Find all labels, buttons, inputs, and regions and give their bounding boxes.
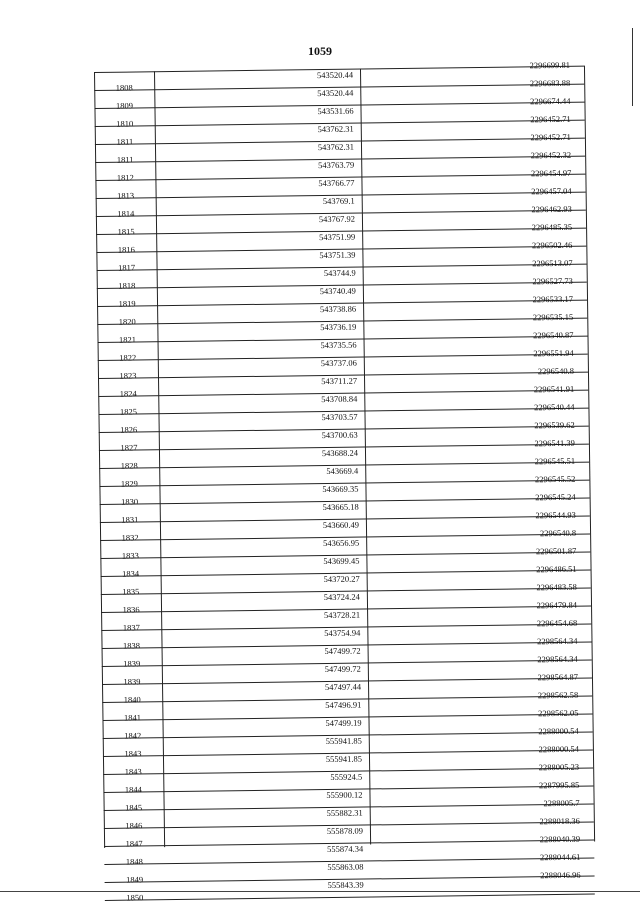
point-number-cell: 1829 xyxy=(120,478,138,489)
point-number-cell: 1816 xyxy=(117,244,135,255)
y-coordinate-cell: 2296452.71 xyxy=(530,131,571,143)
x-coordinate-cell: 543669.4 xyxy=(326,465,359,477)
point-number-cell: 1811 xyxy=(116,154,134,165)
y-coordinate-cell: 2296533.17 xyxy=(532,293,574,305)
y-coordinate-cell: 2288018.36 xyxy=(539,815,580,827)
point-number-cell: 1847 xyxy=(125,838,143,849)
point-number-cell: 1848 xyxy=(125,856,143,867)
x-coordinate-cell: 543736.19 xyxy=(320,321,357,333)
point-number-cell: 1813 xyxy=(117,190,135,201)
y-coordinate-cell: 2288005.7 xyxy=(543,797,580,809)
point-number-cell: 1831 xyxy=(121,514,139,525)
x-coordinate-cell: 543738.86 xyxy=(319,303,357,315)
point-number-cell: 1809 xyxy=(115,100,134,111)
point-number-cell: 1810 xyxy=(116,118,134,129)
x-coordinate-cell: 543767.92 xyxy=(318,213,356,225)
y-coordinate-cell: 2296674.44 xyxy=(529,95,571,107)
x-coordinate-cell: 555882.31 xyxy=(326,807,363,819)
point-number-cell: 1824 xyxy=(119,388,137,399)
x-coordinate-cell: 543531.66 xyxy=(317,105,354,117)
y-coordinate-cell: 2296545.51 xyxy=(534,455,576,467)
point-number-cell: 1822 xyxy=(119,352,137,363)
y-coordinate-cell: 2296683.88 xyxy=(529,77,571,89)
y-coordinate-cell: 2296545.24 xyxy=(535,491,576,503)
y-coordinate-cell: 2287995.85 xyxy=(538,779,580,791)
coordinates-table xyxy=(0,59,640,903)
y-coordinate-cell: 2288040.39 xyxy=(539,833,581,845)
point-number-cell: 1843 xyxy=(124,748,142,759)
x-coordinate-cell: 543711.27 xyxy=(321,375,358,387)
x-coordinate-cell: 543520.44 xyxy=(317,87,354,99)
y-coordinate-cell: 2296454.97 xyxy=(530,167,572,179)
point-number-cell: 1846 xyxy=(125,820,143,831)
x-coordinate-cell: 543763.79 xyxy=(318,159,355,171)
x-coordinate-cell: 547499.72 xyxy=(324,645,361,657)
y-coordinate-cell: 2288000.54 xyxy=(538,743,579,755)
point-number-cell: 1828 xyxy=(120,460,138,471)
x-coordinate-cell: 543669.35 xyxy=(322,483,359,495)
x-coordinate-cell: 555874.34 xyxy=(327,843,364,855)
x-coordinate-cell: 547497.44 xyxy=(324,681,362,693)
point-number-cell: 1811 xyxy=(116,136,134,147)
y-coordinate-cell: 2296479.84 xyxy=(536,599,578,611)
y-coordinate-cell: 2296486.51 xyxy=(536,563,577,575)
point-number-cell: 1812 xyxy=(116,172,134,183)
y-coordinate-cell: 2296545.52 xyxy=(534,473,576,485)
x-coordinate-cell: 543754.94 xyxy=(324,627,361,639)
x-coordinate-cell: 555941.85 xyxy=(325,753,363,765)
x-coordinate-cell: 543740.49 xyxy=(319,285,356,297)
x-coordinate-cell: 543751.39 xyxy=(319,249,356,261)
y-coordinate-cell: 2296452.71 xyxy=(530,113,571,125)
point-number-cell: 1830 xyxy=(121,496,139,507)
x-coordinate-cell: 555900.12 xyxy=(326,789,363,801)
point-number-cell: 1843 xyxy=(124,766,142,777)
page-number: 1059 xyxy=(308,44,332,58)
x-coordinate-cell: 547496.91 xyxy=(325,699,362,711)
point-number-cell: 1825 xyxy=(119,406,138,417)
point-number-cell: 1837 xyxy=(122,622,140,633)
y-coordinate-cell: 2296485.35 xyxy=(531,221,573,233)
x-coordinate-cell: 543708.84 xyxy=(321,393,358,405)
y-coordinate-cell: 2296454.68 xyxy=(536,617,578,629)
y-coordinate-cell: 2296452.32 xyxy=(530,149,572,161)
x-coordinate-cell: 543735.56 xyxy=(320,339,357,351)
x-coordinate-cell: 543688.24 xyxy=(321,447,359,459)
y-coordinate-cell: 2296535.15 xyxy=(532,311,574,323)
x-coordinate-cell: 547499.72 xyxy=(324,663,361,675)
y-coordinate-cell: 2296699.81 xyxy=(529,59,571,71)
y-coordinate-cell: 2296483.58 xyxy=(536,581,577,593)
point-number-cell: 1832 xyxy=(121,532,139,543)
x-coordinate-cell: 555878.09 xyxy=(326,825,364,837)
point-number-cell: 1842 xyxy=(124,730,142,741)
x-coordinate-cell: 543520.44 xyxy=(316,69,354,81)
y-coordinate-cell: 2298564.87 xyxy=(537,671,579,683)
x-coordinate-cell: 543737.06 xyxy=(320,357,357,369)
point-number-cell: 1850 xyxy=(126,892,144,903)
point-number-cell: 1836 xyxy=(122,604,140,615)
y-coordinate-cell: 2296462.93 xyxy=(531,203,572,215)
point-number-cell: 1821 xyxy=(118,334,137,345)
x-coordinate-cell: 555924.5 xyxy=(330,771,363,782)
x-coordinate-cell: 543665.18 xyxy=(322,501,359,513)
y-coordinate-cell: 2296540.8 xyxy=(539,527,577,539)
point-number-cell: 1839 xyxy=(123,676,141,687)
x-coordinate-cell: 555941.85 xyxy=(325,735,362,747)
y-coordinate-cell: 2296513.07 xyxy=(532,257,573,269)
page-bottom-line xyxy=(0,891,640,892)
point-number-cell: 1839 xyxy=(123,658,141,669)
point-number-cell: 1845 xyxy=(125,802,143,813)
y-coordinate-cell: 2288005.23 xyxy=(538,761,580,773)
y-coordinate-cell: 2296551.94 xyxy=(533,347,574,359)
y-coordinate-cell: 2288044.61 xyxy=(539,851,581,863)
x-coordinate-cell: 547499.19 xyxy=(325,717,362,729)
x-coordinate-cell: 543660.49 xyxy=(322,519,360,531)
x-coordinate-cell: 543700.63 xyxy=(321,429,358,441)
x-coordinate-cell: 543720.27 xyxy=(323,573,360,585)
y-coordinate-cell: 2298562.05 xyxy=(537,707,579,719)
y-coordinate-cell: 2296457.04 xyxy=(531,185,572,197)
x-coordinate-cell: 543766.77 xyxy=(318,177,355,189)
x-coordinate-cell: 555843.39 xyxy=(327,879,364,891)
y-coordinate-cell: 2288046.96 xyxy=(540,869,581,881)
point-number-cell: 1815 xyxy=(117,226,135,237)
x-coordinate-cell: 543699.45 xyxy=(323,555,360,567)
y-coordinate-cell: 2296541.91 xyxy=(533,383,575,395)
point-number-cell: 1834 xyxy=(122,568,140,579)
point-number-cell: 1833 xyxy=(121,550,139,561)
point-number-cell: 1835 xyxy=(122,586,140,597)
y-coordinate-cell: 2296539.62 xyxy=(534,419,575,431)
y-coordinate-cell: 2296540.87 xyxy=(533,329,574,341)
x-coordinate-cell: 543762.31 xyxy=(317,123,354,135)
point-number-cell: 1820 xyxy=(118,316,136,327)
point-number-cell: 1849 xyxy=(126,874,144,885)
y-coordinate-cell: 2296502.46 xyxy=(531,239,573,251)
point-number-cell: 1814 xyxy=(117,208,135,219)
x-coordinate-cell: 543656.95 xyxy=(322,537,360,549)
x-coordinate-cell: 543751.99 xyxy=(318,231,356,243)
point-number-cell: 1819 xyxy=(118,298,136,309)
y-coordinate-cell: 2298562.58 xyxy=(537,689,579,701)
y-coordinate-cell: 2288000.54 xyxy=(538,725,579,737)
x-coordinate-cell: 543728.21 xyxy=(323,609,361,621)
y-coordinate-cell: 2296544.93 xyxy=(535,509,576,521)
x-coordinate-cell: 555863.08 xyxy=(327,861,364,873)
y-coordinate-cell: 2296540.44 xyxy=(533,401,575,413)
x-coordinate-cell: 543744.9 xyxy=(323,267,356,279)
x-coordinate-cell: 543769.1 xyxy=(322,195,355,207)
point-number-cell: 1841 xyxy=(123,712,142,723)
point-number-cell: 1840 xyxy=(123,694,141,705)
x-coordinate-cell: 543703.57 xyxy=(321,411,358,423)
x-coordinate-cell: 543762.31 xyxy=(317,141,355,153)
point-number-cell: 1823 xyxy=(119,370,137,381)
y-coordinate-cell: 2296540.8 xyxy=(537,365,575,377)
point-number-cell: 1827 xyxy=(120,442,138,453)
point-number-cell: 1826 xyxy=(120,424,138,435)
point-number-cell: 1844 xyxy=(124,784,142,795)
x-coordinate-cell: 543724.24 xyxy=(323,591,360,603)
y-coordinate-cell: 2298564.34 xyxy=(537,635,578,647)
y-coordinate-cell: 2298564.34 xyxy=(537,653,578,665)
y-coordinate-cell: 2296527.73 xyxy=(532,275,573,287)
point-number-cell: 1817 xyxy=(117,262,136,273)
y-coordinate-cell: 2296501.87 xyxy=(535,545,577,557)
point-number-cell: 1808 xyxy=(115,82,133,93)
point-number-cell: 1838 xyxy=(122,640,141,651)
point-number-cell: 1818 xyxy=(118,280,136,291)
y-coordinate-cell: 2296541.39 xyxy=(534,437,575,449)
